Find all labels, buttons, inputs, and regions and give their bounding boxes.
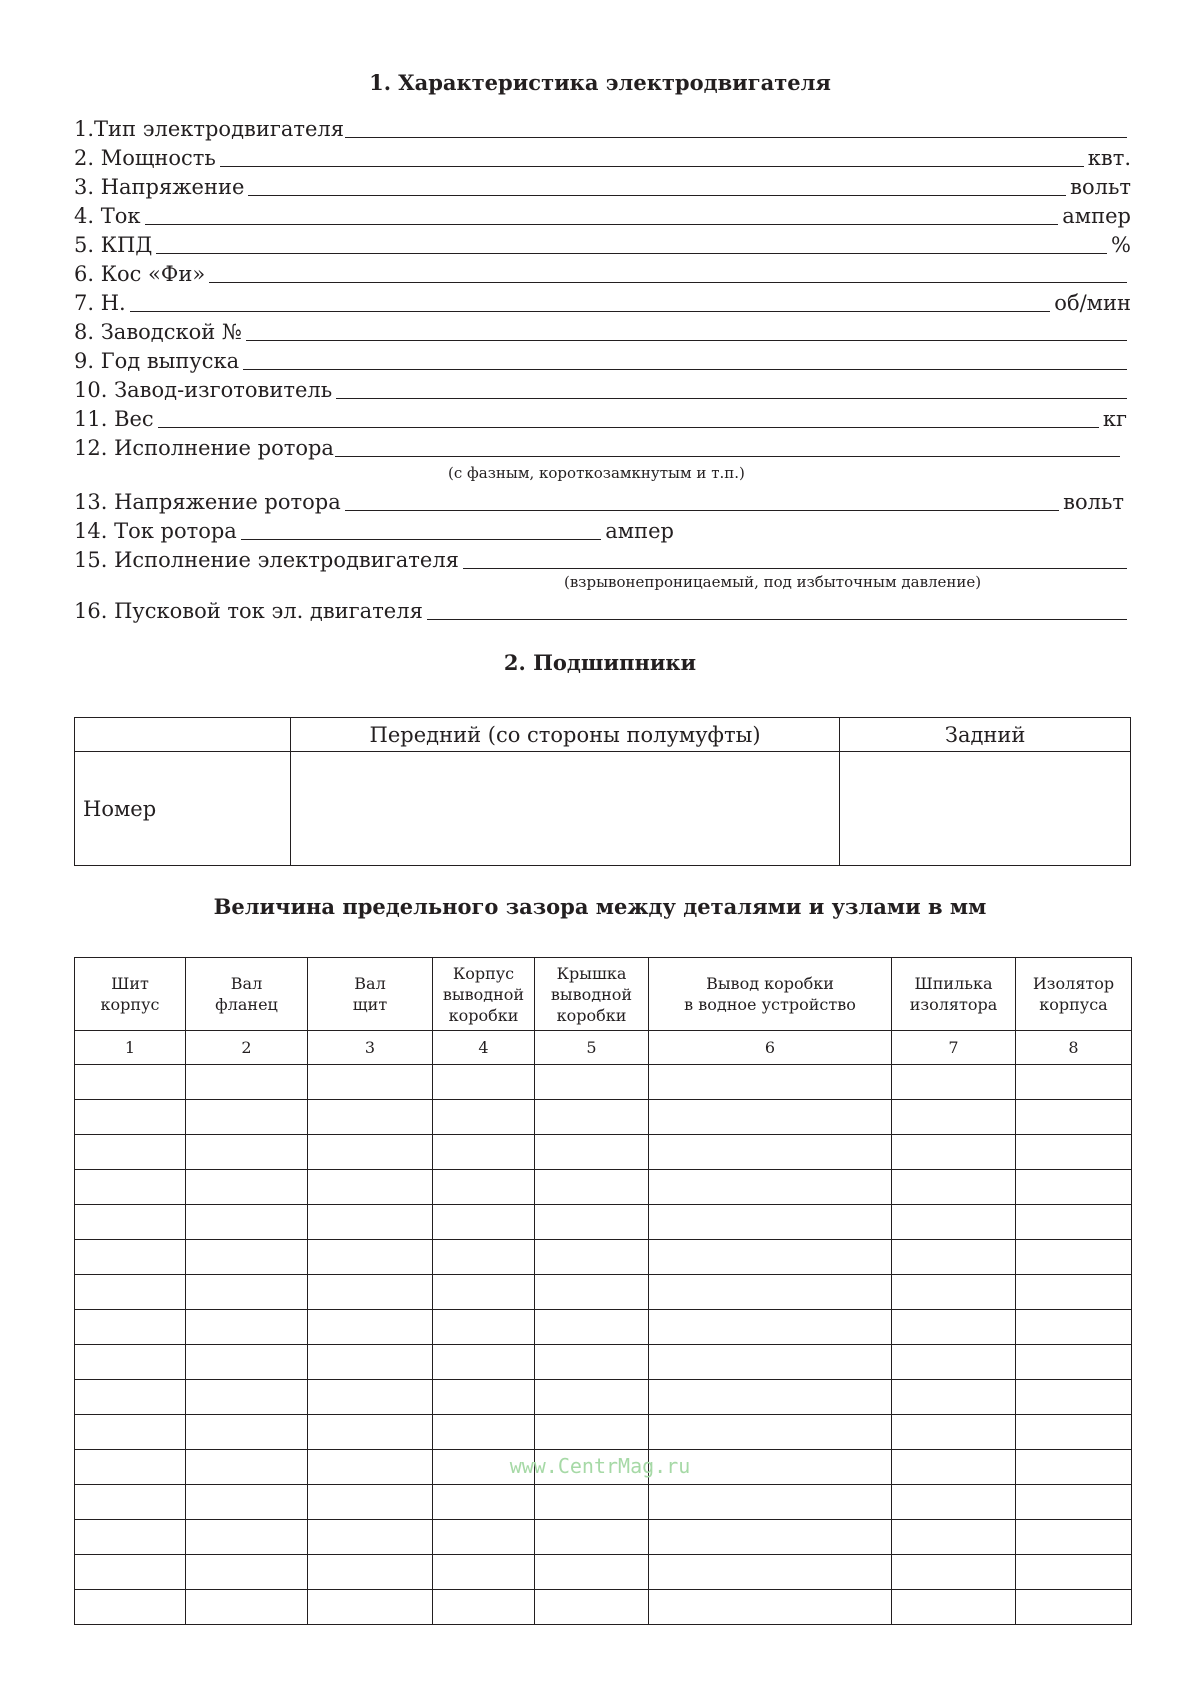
gap-input-cell[interactable] bbox=[308, 1275, 433, 1310]
section2-title: 2. Подшипники bbox=[503, 650, 697, 675]
field-rpm[interactable] bbox=[74, 288, 1131, 316]
gap-input-cell[interactable] bbox=[892, 1590, 1016, 1625]
gap-input-cell[interactable] bbox=[892, 1485, 1016, 1520]
field-serial-number[interactable] bbox=[74, 317, 1131, 345]
gap-input-cell[interactable] bbox=[892, 1170, 1016, 1205]
gap-input-cell[interactable] bbox=[75, 1135, 186, 1170]
gap-input-cell[interactable] bbox=[1016, 1100, 1132, 1135]
gap-input-cell[interactable] bbox=[649, 1590, 892, 1625]
gap-header-6 bbox=[649, 958, 892, 1031]
column-number: 8 bbox=[1016, 1031, 1132, 1065]
gap-input-cell[interactable] bbox=[308, 1520, 433, 1555]
gap-input-cell[interactable] bbox=[892, 1555, 1016, 1590]
table-row bbox=[75, 752, 1131, 866]
field-rotor-voltage[interactable] bbox=[74, 487, 1124, 515]
fill-line[interactable] bbox=[156, 252, 1107, 254]
field-efficiency[interactable] bbox=[74, 230, 1131, 258]
gap-input-cell[interactable] bbox=[433, 1345, 535, 1380]
gap-input-cell[interactable] bbox=[892, 1275, 1016, 1310]
header-line: Вал bbox=[354, 974, 386, 993]
gap-input-cell[interactable] bbox=[433, 1520, 535, 1555]
gap-input-cell[interactable] bbox=[75, 1590, 186, 1625]
fill-line[interactable] bbox=[246, 339, 1127, 341]
fill-line[interactable] bbox=[130, 310, 1051, 312]
fill-line[interactable] bbox=[248, 194, 1066, 196]
gap-input-cell[interactable] bbox=[649, 1310, 892, 1345]
gap-input-cell[interactable] bbox=[649, 1345, 892, 1380]
gap-input-cell[interactable] bbox=[1016, 1590, 1132, 1625]
fill-line[interactable] bbox=[241, 538, 601, 540]
gap-input-cell[interactable] bbox=[433, 1555, 535, 1590]
field-label: 11. Вес bbox=[74, 407, 154, 431]
gap-input-cell[interactable] bbox=[892, 1380, 1016, 1415]
field-label: 6. Кос «Фи» bbox=[74, 262, 206, 286]
gap-input-cell[interactable] bbox=[308, 1380, 433, 1415]
field-unit: вольт bbox=[1063, 490, 1124, 514]
watermark: www.CentrMag.ru bbox=[509, 1454, 691, 1478]
gap-input-cell[interactable] bbox=[535, 1345, 649, 1380]
gap-input-cell[interactable] bbox=[308, 1135, 433, 1170]
gap-input-cell[interactable] bbox=[1016, 1135, 1132, 1170]
gap-input-cell[interactable] bbox=[186, 1555, 308, 1590]
gap-input-cell[interactable] bbox=[186, 1345, 308, 1380]
gap-input-cell[interactable] bbox=[892, 1520, 1016, 1555]
fill-line[interactable] bbox=[335, 455, 1120, 457]
table-row bbox=[75, 1520, 1132, 1555]
field-label: 9. Год выпуска bbox=[74, 349, 240, 373]
gap-input-cell[interactable] bbox=[75, 1415, 186, 1450]
gap-input-cell[interactable] bbox=[433, 1205, 535, 1240]
gap-input-cell[interactable] bbox=[75, 1310, 186, 1345]
gap-input-cell[interactable] bbox=[892, 1065, 1016, 1100]
gap-table bbox=[74, 957, 1132, 1625]
fill-line[interactable] bbox=[345, 136, 1127, 138]
column-number: 4 bbox=[433, 1031, 535, 1065]
header-line: Корпус bbox=[452, 963, 515, 983]
gap-input-cell[interactable] bbox=[1016, 1275, 1132, 1310]
gap-input-cell[interactable] bbox=[892, 1310, 1016, 1345]
table-number-row bbox=[75, 1031, 1132, 1065]
gap-input-cell[interactable] bbox=[186, 1275, 308, 1310]
table-row bbox=[75, 1100, 1132, 1135]
hint-motor: (взрывонепроницаемый, под избыточным давление) bbox=[564, 573, 982, 591]
header-line: коробки bbox=[556, 1005, 627, 1025]
field-label: 8. Заводской № bbox=[74, 320, 242, 344]
header-line: Вывод коробки bbox=[706, 974, 834, 993]
header-line: Вал bbox=[230, 974, 263, 993]
header-line: изолятора bbox=[909, 995, 998, 1014]
column-number: 6 bbox=[649, 1031, 892, 1065]
gap-input-cell[interactable] bbox=[535, 1065, 649, 1100]
field-label: 13. Напряжение ротора bbox=[74, 490, 341, 514]
gap-header-8 bbox=[1016, 958, 1132, 1031]
header-line: в водное устройство bbox=[684, 995, 856, 1014]
header-line: щит bbox=[352, 995, 388, 1014]
table-row bbox=[75, 1485, 1132, 1520]
field-year[interactable] bbox=[74, 346, 1131, 374]
gap-input-cell[interactable] bbox=[535, 1205, 649, 1240]
gap-input-cell[interactable] bbox=[75, 1520, 186, 1555]
gap-input-cell[interactable] bbox=[186, 1485, 308, 1520]
section3-title: Величина предельного зазора между деталями и узлами в мм bbox=[213, 894, 987, 919]
field-unit: ампер bbox=[605, 519, 674, 543]
gap-input-cell[interactable] bbox=[75, 1100, 186, 1135]
fill-line[interactable] bbox=[158, 426, 1099, 428]
header-line: коробки bbox=[448, 1005, 519, 1025]
field-label: 7. Н. bbox=[74, 291, 126, 315]
field-unit: квт. bbox=[1087, 146, 1131, 170]
header-rear: Задний bbox=[840, 718, 1131, 752]
gap-input-cell[interactable] bbox=[186, 1100, 308, 1135]
column-number: 3 bbox=[308, 1031, 433, 1065]
gap-input-cell[interactable] bbox=[186, 1065, 308, 1100]
gap-input-cell[interactable] bbox=[433, 1065, 535, 1100]
field-cos-phi[interactable] bbox=[74, 259, 1131, 287]
gap-header-7 bbox=[892, 958, 1016, 1031]
gap-input-cell[interactable] bbox=[186, 1135, 308, 1170]
gap-input-cell[interactable] bbox=[892, 1205, 1016, 1240]
gap-input-cell[interactable] bbox=[75, 1485, 186, 1520]
gap-input-cell[interactable] bbox=[535, 1380, 649, 1415]
column-number: 2 bbox=[186, 1031, 308, 1065]
gap-input-cell[interactable] bbox=[186, 1170, 308, 1205]
field-starting-current[interactable] bbox=[74, 596, 1131, 624]
gap-input-cell[interactable] bbox=[433, 1275, 535, 1310]
bearings-table bbox=[74, 717, 1131, 866]
fill-line[interactable] bbox=[243, 368, 1127, 370]
table-row bbox=[75, 1345, 1132, 1380]
gap-input-cell[interactable] bbox=[535, 1555, 649, 1590]
header-line: корпус bbox=[100, 995, 160, 1014]
gap-input-cell[interactable] bbox=[1016, 1205, 1132, 1240]
gap-input-cell[interactable] bbox=[892, 1415, 1016, 1450]
gap-input-cell[interactable] bbox=[308, 1310, 433, 1345]
table-row bbox=[75, 1590, 1132, 1625]
hint-rotor: (с фазным, короткозамкнутым и т.п.) bbox=[448, 464, 745, 482]
gap-input-cell[interactable] bbox=[308, 1170, 433, 1205]
gap-input-cell[interactable] bbox=[75, 1275, 186, 1310]
header-front: Передний (со стороны полумуфты) bbox=[290, 718, 839, 752]
gap-input-cell[interactable] bbox=[649, 1275, 892, 1310]
field-label: 10. Завод-изготовитель bbox=[74, 378, 333, 402]
header-line: Крышка bbox=[556, 963, 627, 983]
fill-line[interactable] bbox=[209, 281, 1127, 283]
gap-input-cell[interactable] bbox=[433, 1240, 535, 1275]
gap-input-cell[interactable] bbox=[535, 1275, 649, 1310]
table-row bbox=[75, 1135, 1132, 1170]
gap-header-2 bbox=[186, 958, 308, 1031]
field-voltage[interactable] bbox=[74, 172, 1131, 200]
gap-input-cell[interactable] bbox=[308, 1100, 433, 1135]
column-number: 1 bbox=[75, 1031, 186, 1065]
gap-header-5 bbox=[535, 958, 649, 1031]
gap-input-cell[interactable] bbox=[186, 1590, 308, 1625]
table-row bbox=[75, 1415, 1132, 1450]
gap-input-cell[interactable] bbox=[186, 1205, 308, 1240]
gap-input-cell[interactable] bbox=[308, 1590, 433, 1625]
row-label-number: Номер bbox=[75, 752, 291, 866]
gap-input-cell[interactable] bbox=[308, 1485, 433, 1520]
gap-input-cell[interactable] bbox=[433, 1135, 535, 1170]
gap-input-cell[interactable] bbox=[186, 1240, 308, 1275]
field-rotor-current[interactable] bbox=[74, 516, 674, 544]
gap-input-cell[interactable] bbox=[649, 1380, 892, 1415]
gap-input-cell[interactable] bbox=[535, 1485, 649, 1520]
header-cell-empty bbox=[75, 718, 291, 752]
fill-line[interactable] bbox=[463, 567, 1127, 569]
field-label: 16. Пусковой ток эл. двигателя bbox=[74, 599, 423, 623]
table-row bbox=[75, 1205, 1132, 1240]
gap-input-cell[interactable] bbox=[186, 1415, 308, 1450]
gap-input-cell[interactable] bbox=[308, 1345, 433, 1380]
input-rear-number[interactable] bbox=[840, 752, 1131, 866]
gap-input-cell[interactable] bbox=[649, 1135, 892, 1170]
gap-input-cell[interactable] bbox=[649, 1065, 892, 1100]
field-label: 5. КПД bbox=[74, 233, 153, 257]
gap-input-cell[interactable] bbox=[308, 1415, 433, 1450]
gap-input-cell[interactable] bbox=[75, 1205, 186, 1240]
gap-input-cell[interactable] bbox=[433, 1310, 535, 1345]
gap-input-cell[interactable] bbox=[892, 1135, 1016, 1170]
table-row bbox=[75, 1065, 1132, 1100]
section1-title: 1. Характеристика электродвигателя bbox=[369, 70, 831, 95]
gap-input-cell[interactable] bbox=[186, 1310, 308, 1345]
gap-input-cell[interactable] bbox=[535, 1415, 649, 1450]
gap-input-cell[interactable] bbox=[1016, 1345, 1132, 1380]
gap-header-1 bbox=[75, 958, 186, 1031]
field-unit: % bbox=[1111, 233, 1131, 257]
gap-input-cell[interactable] bbox=[649, 1240, 892, 1275]
gap-input-cell[interactable] bbox=[649, 1415, 892, 1450]
gap-input-cell[interactable] bbox=[75, 1240, 186, 1275]
field-unit: кг bbox=[1102, 407, 1127, 431]
fill-line[interactable] bbox=[336, 397, 1127, 399]
gap-input-cell[interactable] bbox=[535, 1240, 649, 1275]
gap-input-cell[interactable] bbox=[75, 1555, 186, 1590]
header-line: фланец bbox=[215, 995, 278, 1014]
field-label: 2. Мощность bbox=[74, 146, 216, 170]
field-label: 12. Исполнение ротора bbox=[74, 436, 334, 460]
header-line: Шит bbox=[111, 974, 149, 993]
field-label: 1.Тип электродвигателя bbox=[74, 117, 344, 141]
gap-input-cell[interactable] bbox=[75, 1170, 186, 1205]
gap-input-cell[interactable] bbox=[535, 1310, 649, 1345]
gap-header-3 bbox=[308, 958, 433, 1031]
gap-input-cell[interactable] bbox=[1016, 1310, 1132, 1345]
gap-input-cell[interactable] bbox=[1016, 1415, 1132, 1450]
header-line: корпуса bbox=[1039, 995, 1108, 1014]
field-unit: об/мин bbox=[1054, 291, 1131, 315]
gap-input-cell[interactable] bbox=[649, 1100, 892, 1135]
gap-input-cell[interactable] bbox=[433, 1415, 535, 1450]
gap-input-cell[interactable] bbox=[649, 1520, 892, 1555]
gap-input-cell[interactable] bbox=[1016, 1240, 1132, 1275]
fill-line[interactable] bbox=[220, 165, 1084, 167]
gap-header-4 bbox=[433, 958, 535, 1031]
field-label: 15. Исполнение электродвигателя bbox=[74, 548, 459, 572]
column-number: 5 bbox=[535, 1031, 649, 1065]
field-unit: ампер bbox=[1062, 204, 1131, 228]
header-line: Изолятор bbox=[1032, 974, 1115, 993]
gap-input-cell[interactable] bbox=[75, 1380, 186, 1415]
header-line: выводной bbox=[550, 984, 633, 1004]
fill-line[interactable] bbox=[427, 618, 1127, 620]
gap-input-cell[interactable] bbox=[1016, 1520, 1132, 1555]
table-row bbox=[75, 1310, 1132, 1345]
gap-input-cell[interactable] bbox=[308, 1065, 433, 1100]
table-row bbox=[75, 1275, 1132, 1310]
gap-input-cell[interactable] bbox=[1016, 1380, 1132, 1415]
field-motor-design[interactable] bbox=[74, 545, 1131, 573]
gap-input-cell[interactable] bbox=[433, 1380, 535, 1415]
field-label: 4. Ток bbox=[74, 204, 141, 228]
gap-input-cell[interactable] bbox=[649, 1205, 892, 1240]
gap-input-cell[interactable] bbox=[649, 1170, 892, 1205]
fill-line[interactable] bbox=[145, 223, 1059, 225]
gap-input-cell[interactable] bbox=[649, 1485, 892, 1520]
table-row bbox=[75, 1555, 1132, 1590]
gap-input-cell[interactable] bbox=[892, 1240, 1016, 1275]
table-row bbox=[75, 1380, 1132, 1415]
table-row bbox=[75, 718, 1131, 752]
field-current[interactable] bbox=[74, 201, 1131, 229]
gap-input-cell[interactable] bbox=[433, 1170, 535, 1205]
gap-input-cell[interactable] bbox=[1016, 1170, 1132, 1205]
field-motor-type[interactable] bbox=[74, 114, 1131, 142]
gap-input-cell[interactable] bbox=[892, 1100, 1016, 1135]
header-line: выводной bbox=[442, 984, 525, 1004]
gap-input-cell[interactable] bbox=[1016, 1555, 1132, 1590]
gap-input-cell[interactable] bbox=[1016, 1485, 1132, 1520]
gap-input-cell[interactable] bbox=[535, 1135, 649, 1170]
fill-line[interactable] bbox=[345, 509, 1059, 511]
gap-input-cell[interactable] bbox=[186, 1380, 308, 1415]
field-weight[interactable] bbox=[74, 404, 1131, 432]
gap-input-cell[interactable] bbox=[433, 1100, 535, 1135]
table-row bbox=[75, 1170, 1132, 1205]
input-front-number[interactable] bbox=[290, 752, 839, 866]
gap-input-cell[interactable] bbox=[75, 1345, 186, 1380]
gap-input-cell[interactable] bbox=[308, 1555, 433, 1590]
gap-input-cell[interactable] bbox=[892, 1345, 1016, 1380]
gap-input-cell[interactable] bbox=[433, 1485, 535, 1520]
gap-input-cell[interactable] bbox=[308, 1205, 433, 1240]
gap-input-cell[interactable] bbox=[535, 1520, 649, 1555]
gap-input-cell[interactable] bbox=[75, 1065, 186, 1100]
field-label: 14. Ток ротора bbox=[74, 519, 237, 543]
header-line: Шпилька bbox=[914, 974, 993, 993]
gap-input-cell[interactable] bbox=[308, 1240, 433, 1275]
gap-input-cell[interactable] bbox=[186, 1520, 308, 1555]
table-row bbox=[75, 1240, 1132, 1275]
gap-input-cell[interactable] bbox=[433, 1590, 535, 1625]
field-manufacturer[interactable] bbox=[74, 375, 1131, 403]
field-unit: вольт bbox=[1070, 175, 1131, 199]
column-number: 7 bbox=[892, 1031, 1016, 1065]
gap-input-cell[interactable] bbox=[649, 1555, 892, 1590]
table-header-row bbox=[75, 958, 1132, 1031]
gap-input-cell[interactable] bbox=[1016, 1065, 1132, 1100]
gap-input-cell[interactable] bbox=[535, 1590, 649, 1625]
field-rotor-design[interactable] bbox=[74, 433, 1124, 461]
gap-input-cell[interactable] bbox=[535, 1100, 649, 1135]
field-power[interactable] bbox=[74, 143, 1131, 171]
field-label: 3. Напряжение bbox=[74, 175, 245, 199]
gap-input-cell[interactable] bbox=[535, 1170, 649, 1205]
